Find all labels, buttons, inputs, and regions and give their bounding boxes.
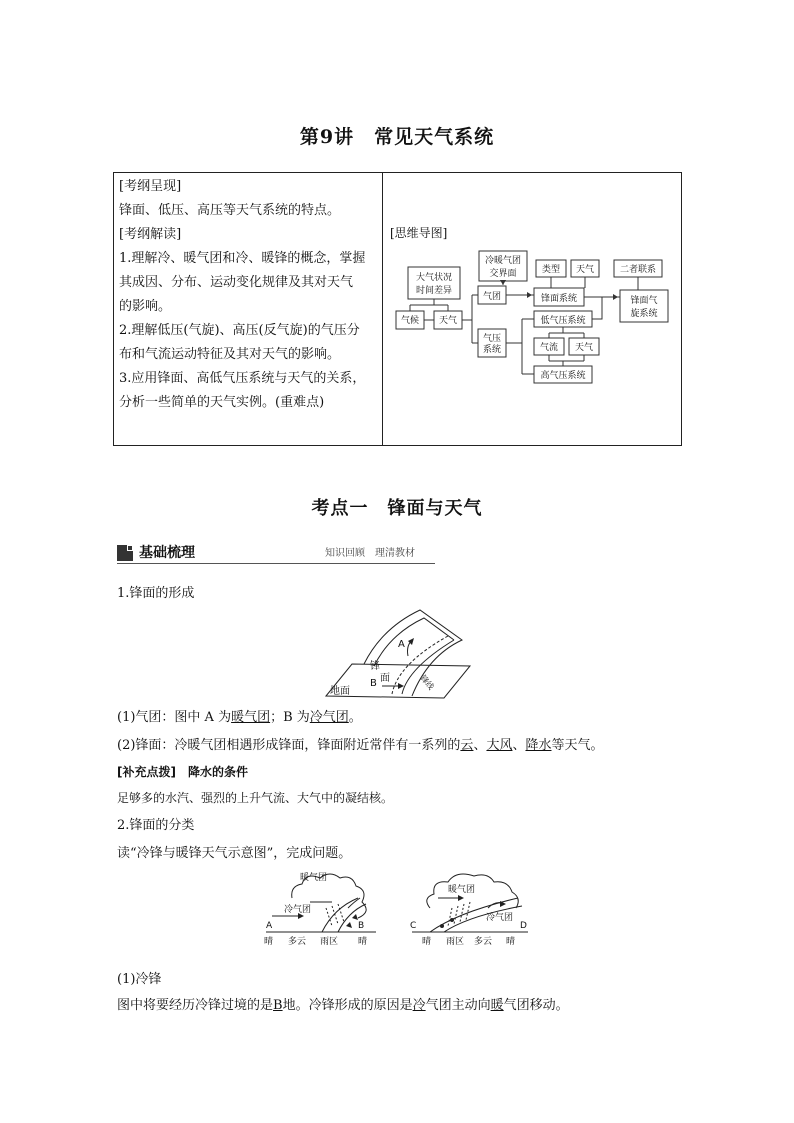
section-square-icon	[117, 545, 133, 561]
section-bar-right: 知识回顾 理清教材	[325, 548, 415, 559]
cold-fig-B: B	[358, 921, 365, 931]
node-jiemian-line1: 冷暖气团	[484, 256, 522, 266]
node-gaoya: 高气压系统	[540, 371, 586, 381]
page-title: 第9讲 常见天气系统	[299, 126, 495, 148]
section-bar-line	[117, 563, 435, 564]
q2-answer-1: 云	[460, 738, 474, 753]
cold-fig-A: A	[266, 921, 273, 931]
node-fxq-line1: 锋面气	[630, 296, 658, 306]
cold-q-answer-2: 冷	[412, 998, 426, 1013]
tip-text: 足够多的水汽、强烈的上升气流、大气中的凝结核。	[117, 791, 394, 805]
cold-q-text-b: 地。冷锋形成的原因是	[282, 998, 413, 1013]
fig1-label-ground: 地面	[330, 686, 350, 697]
warm-fig-weather-3: 多云	[474, 937, 493, 947]
warm-fig-weather-4: 晴	[506, 937, 516, 947]
fig1-label-mian: 面	[380, 673, 390, 684]
cold-q-text-a: 图中将要经历冷锋过境的是	[117, 998, 274, 1013]
node-jiemian-line2: 交界面	[489, 269, 517, 279]
q2-text-b: 等天气。	[551, 738, 604, 753]
item1-line1: 1.理解冷、暖气团和冷、暖锋的概念，掌握	[119, 251, 366, 266]
front-formation-figure	[322, 606, 472, 700]
warm-fig-weather-2: 雨区	[446, 937, 465, 947]
cold-fig-weather-1: 晴	[264, 937, 274, 947]
item2-line1: 2.理解低压(气旋)、高压(反气旋)的气压分	[119, 323, 360, 338]
node-qiliu: 气流	[539, 343, 559, 353]
q1-answer-2: 冷气团	[309, 710, 349, 725]
part1-q2	[117, 736, 604, 756]
q1-text-b: ；B 为	[270, 710, 310, 725]
mindmap-diagram	[386, 245, 678, 390]
node-tianqi2: 天气	[575, 265, 595, 275]
node-leixing: 类型	[541, 265, 561, 275]
node-fengmian: 锋面系统	[540, 294, 578, 304]
node-qihou: 气候	[400, 316, 420, 326]
q1-text-a: (1)气团：图中 A 为	[117, 710, 232, 725]
node-daqi-line1: 大气状况	[415, 273, 453, 283]
cold-fig-warm-label: 暖气团	[300, 873, 328, 883]
cold-front-heading: (1)冷锋	[117, 972, 162, 987]
cold-q-answer-3: 暖	[490, 998, 504, 1013]
node-qiya-line2: 系统	[482, 345, 502, 355]
cold-fig-cold-label: 冷气团	[284, 905, 312, 915]
syllabus-text	[119, 175, 377, 415]
fig1-label-feng: 锋	[370, 661, 380, 672]
section-title: 考点一 锋面与天气	[311, 498, 483, 519]
cold-fig-weather-2: 多云	[288, 937, 307, 947]
node-tianqi3: 天气	[574, 343, 594, 353]
present-text: 锋面、低压、高压等天气系统的特点。	[119, 203, 341, 218]
warm-fig-weather-1: 晴	[422, 937, 432, 947]
part2-heading: 2.锋面的分类	[117, 818, 195, 833]
part2-intro: 读“冷锋与暖锋天气示意图”，完成问题。	[117, 846, 352, 861]
node-qituan: 气团	[482, 292, 502, 302]
node-daqi-line2: 时间差异	[415, 286, 453, 296]
node-qiya-line1: 气压	[482, 334, 502, 344]
fig1-label-A: A	[398, 639, 405, 650]
warm-fig-warm-label: 暖气团	[448, 885, 476, 895]
fig1-label-B: B	[370, 678, 377, 689]
section-bar-title: 基础梳理	[139, 545, 195, 561]
node-diya: 低气压系统	[540, 316, 586, 326]
mindmap-heading: [思维导图]	[390, 226, 448, 240]
tip-heading: [补充点拨] 降水的条件	[117, 765, 248, 779]
q2-sep-2: 、	[512, 738, 526, 753]
node-fxq-line2: 旋系统	[630, 309, 658, 319]
part1-q1	[117, 708, 362, 728]
part1-heading: 1.锋面的形成	[117, 586, 195, 601]
warm-fig-cold-label: 冷气团	[486, 913, 514, 923]
cold-fig-weather-4: 晴	[358, 937, 368, 947]
table-divider	[382, 173, 383, 445]
cold-q-text-d: 气团移动。	[503, 998, 569, 1013]
node-lianxi: 二者联系	[619, 265, 657, 275]
q1-answer-1: 暖气团	[231, 710, 271, 725]
warm-front-figure	[408, 868, 532, 948]
node-tianqi: 天气	[438, 316, 458, 326]
cold-front-figure	[262, 868, 380, 948]
item1-line2: 其成因、分布、运动变化规律及其对天气	[119, 275, 354, 290]
fig1-label-fengxian: 锋线	[418, 673, 436, 692]
cold-q-answer-1: B	[273, 998, 283, 1013]
q2-text-a: (2)锋面：冷暖气团相遇形成锋面，锋面附近常伴有一系列的	[117, 738, 461, 753]
interpret-heading: [考纲解读]	[119, 227, 182, 242]
cold-q-text-c: 气团主动向	[425, 998, 491, 1013]
warm-fig-C: C	[410, 921, 417, 931]
q1-text-c: 。	[348, 710, 362, 725]
section-bar	[117, 541, 435, 565]
cold-front-question	[117, 996, 569, 1016]
item1-line3: 的影响。	[119, 299, 172, 314]
warm-fig-D: D	[520, 921, 527, 931]
present-heading: [考纲呈现]	[119, 179, 182, 194]
item3-line1: 3.应用锋面、高低气压系统与天气的关系，	[119, 371, 366, 386]
q2-sep-1: 、	[473, 738, 487, 753]
item2-line2: 布和气流运动特征及其对天气的影响。	[119, 347, 341, 362]
item3-line2: 分析一些简单的天气实例。(重难点)	[119, 395, 325, 410]
q2-answer-2: 大风	[486, 738, 513, 753]
q2-answer-3: 降水	[525, 738, 552, 753]
cold-fig-weather-3: 雨区	[320, 937, 339, 947]
